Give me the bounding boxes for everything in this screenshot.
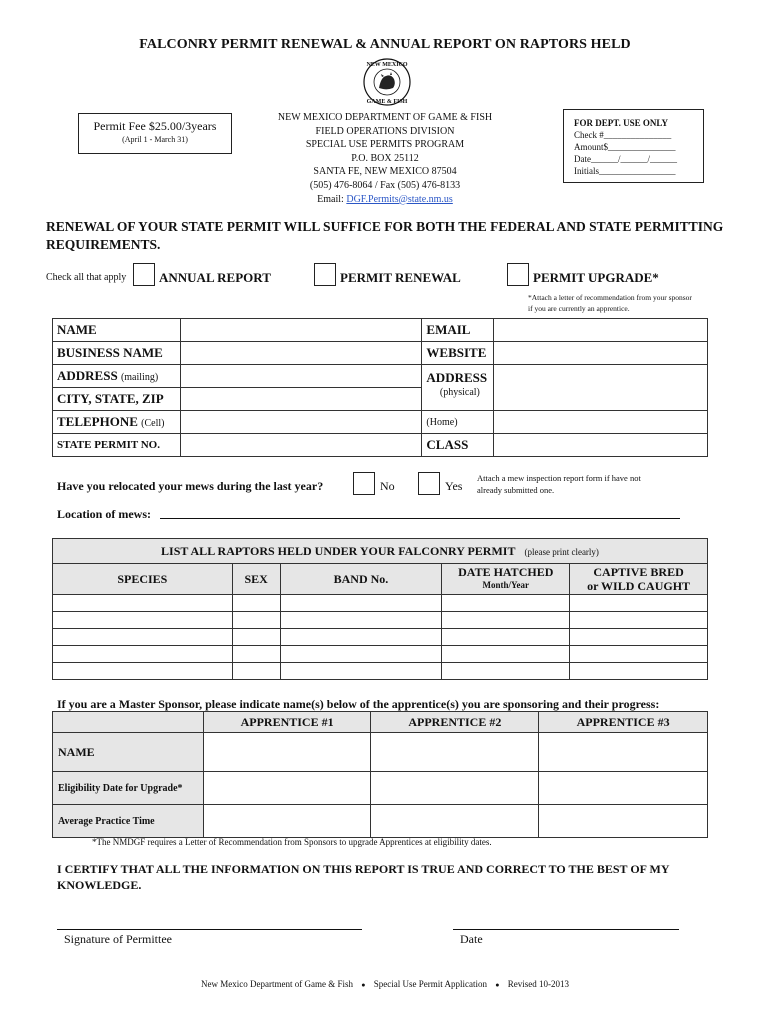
permit-fee-period: (April 1 - March 31) — [122, 135, 188, 144]
hatched-cell[interactable] — [442, 629, 570, 646]
hatched-cell[interactable] — [442, 612, 570, 629]
mews-location-label: Location of mews: — [57, 507, 151, 521]
species-header: SPECIES — [53, 564, 233, 595]
telephone-cell-input[interactable] — [180, 411, 422, 434]
mews-yes-label: Yes — [445, 479, 463, 493]
bullet-icon: ● — [361, 981, 366, 989]
svg-text:GAME & FISH: GAME & FISH — [366, 99, 408, 105]
annual-report-label: ANNUAL REPORT — [159, 270, 271, 285]
check-all-label: Check all that apply — [46, 272, 127, 283]
physical-address-label — [422, 365, 494, 411]
home-phone-label: (Home) — [422, 411, 494, 434]
species-cell[interactable] — [53, 629, 233, 646]
dept-line: NEW MEXICO DEPARTMENT OF GAME & FISH — [277, 112, 493, 123]
cell-label: (Cell) — [141, 418, 165, 429]
name-input[interactable] — [180, 319, 422, 342]
business-name-input[interactable] — [180, 342, 422, 365]
apprentice-1-practice[interactable] — [203, 805, 371, 838]
band-cell[interactable] — [280, 595, 442, 612]
apprentice-2-name[interactable] — [371, 733, 539, 772]
svg-text:NEW MEXICO: NEW MEXICO — [366, 62, 408, 68]
address-label: ADDRESS — [57, 368, 118, 383]
band-cell[interactable] — [280, 612, 442, 629]
sex-cell[interactable] — [232, 663, 280, 680]
dept-use-box — [563, 109, 704, 183]
captive-cell[interactable] — [570, 646, 708, 663]
raptors-title-note: (please print clearly) — [524, 546, 599, 557]
signature-label: Signature of Permittee — [64, 932, 172, 946]
apprentice-2-header: APPRENTICE #2 — [371, 712, 539, 733]
mews-no-checkbox[interactable] — [353, 472, 375, 495]
permit-renewal-checkbox[interactable] — [314, 263, 336, 286]
table-row — [53, 612, 708, 629]
telephone-label-cell — [53, 411, 181, 434]
raptors-table — [52, 538, 708, 680]
band-cell[interactable] — [280, 663, 442, 680]
check-number-field: Check #_______________ — [574, 130, 672, 140]
hatched-cell[interactable] — [442, 646, 570, 663]
mailing-label: (mailing) — [120, 372, 159, 383]
captive-cell[interactable] — [570, 629, 708, 646]
dept-email-line — [250, 193, 520, 207]
date-input[interactable] — [453, 929, 679, 930]
species-cell[interactable] — [53, 595, 233, 612]
raptors-title-cell — [53, 539, 708, 564]
permit-upgrade-label: PERMIT UPGRADE* — [533, 270, 659, 285]
mailing-address-input[interactable] — [180, 365, 422, 388]
captive-cell[interactable] — [570, 612, 708, 629]
physical-label: (physical) — [439, 387, 480, 398]
bullet-icon: ● — [495, 981, 500, 989]
permit-renewal-label: PERMIT RENEWAL — [340, 270, 461, 285]
website-label: WEBSITE — [422, 342, 494, 365]
table-row — [53, 805, 708, 838]
signature-input[interactable] — [57, 929, 362, 930]
dept-line: FIELD OPERATIONS DIVISION — [315, 125, 455, 137]
captive-cell[interactable] — [570, 663, 708, 680]
class-input[interactable] — [494, 434, 708, 457]
table-row — [53, 733, 708, 772]
footer-agency: New Mexico Department of Game & Fish — [201, 979, 353, 989]
sex-cell[interactable] — [232, 646, 280, 663]
band-cell[interactable] — [280, 646, 442, 663]
dept-line: (505) 476-8064 / Fax (505) 476-8133 — [309, 179, 461, 191]
footer — [0, 979, 770, 989]
apprentice-2-eligibility[interactable] — [371, 772, 539, 805]
month-year-label: Month/Year — [482, 580, 529, 590]
website-input[interactable] — [494, 342, 708, 365]
mews-location-input[interactable] — [160, 518, 680, 519]
sex-cell[interactable] — [232, 595, 280, 612]
physical-address-input[interactable] — [494, 365, 708, 411]
city-state-zip-label: CITY, STATE, ZIP — [53, 388, 181, 411]
mews-question: Have you relocated your mews during the last year? — [57, 479, 324, 493]
mews-yes-checkbox[interactable] — [418, 472, 440, 495]
date-field: Date______/______/______ — [574, 154, 677, 164]
species-cell[interactable] — [53, 663, 233, 680]
business-name-label: BUSINESS NAME — [53, 342, 181, 365]
certification-statement: I CERTIFY THAT ALL THE INFORMATION ON THIS REPORT IS TRUE AND CORRECT TO THE BEST OF MY KNOWLEDGE. — [57, 862, 670, 892]
class-label: CLASS — [422, 434, 494, 457]
band-header: BAND No. — [280, 564, 442, 595]
email-input[interactable] — [494, 319, 708, 342]
apprentice-3-header: APPRENTICE #3 — [539, 712, 708, 733]
apprentice-3-practice[interactable] — [539, 805, 708, 838]
state-permit-label: STATE PERMIT NO. — [53, 434, 181, 457]
table-row — [53, 434, 708, 457]
telephone-label: TELEPHONE — [57, 414, 138, 429]
home-phone-input[interactable] — [494, 411, 708, 434]
apprentice-2-practice[interactable] — [371, 805, 539, 838]
apprentice-table — [52, 711, 708, 838]
upgrade-note: *Attach a letter of recommendation from your sponsor if you are currently an apprentice. — [528, 293, 692, 313]
table-row — [53, 646, 708, 663]
mailing-address-label — [53, 365, 181, 388]
apprentice-1-eligibility[interactable] — [203, 772, 371, 805]
table-row — [53, 712, 708, 733]
address-physical-label: ADDRESS — [426, 370, 488, 385]
dept-line: P.O. BOX 25112 — [351, 152, 419, 164]
captive-bred-label: CAPTIVE BRED — [593, 565, 684, 579]
department-address — [250, 111, 520, 206]
email-link[interactable]: DGF.Permits@state.nm.us — [346, 193, 453, 205]
hatched-cell[interactable] — [442, 595, 570, 612]
apprentice-1-name[interactable] — [203, 733, 371, 772]
annual-report-checkbox[interactable] — [133, 263, 155, 286]
email-label: Email: — [317, 193, 347, 205]
renewal-notice: RENEWAL OF YOUR STATE PERMIT WILL SUFFICE FOR BOTH THE FEDERAL AND STATE PERMITTING REQUIREMENTS. — [46, 219, 724, 252]
table-row — [53, 564, 708, 595]
initials-field: Initials_________________ — [574, 166, 676, 176]
permit-fee-box — [78, 113, 232, 154]
date-hatched-header — [442, 564, 570, 595]
average-practice-label: Average Practice Time — [53, 805, 204, 838]
apprentice-3-name[interactable] — [539, 733, 708, 772]
sponsor-intro: If you are a Master Sponsor, please indicate name(s) below of the apprentice(s) you are sponsoring and their progress: — [57, 697, 660, 711]
mews-no-label: No — [380, 479, 395, 493]
sponsor-note: *The NMDGF requires a Letter of Recommendation from Sponsors to upgrade Apprentices at eligibility dates. — [92, 837, 492, 847]
table-row — [53, 772, 708, 805]
raptors-title: LIST ALL RAPTORS HELD UNDER YOUR FALCONRY PERMIT — [161, 543, 516, 558]
applicant-info-table — [52, 318, 708, 457]
table-row — [53, 319, 708, 342]
name-label: NAME — [53, 319, 181, 342]
species-cell[interactable] — [53, 612, 233, 629]
page-title: FALCONRY PERMIT RENEWAL & ANNUAL REPORT ON RAPTORS HELD — [139, 37, 631, 52]
state-permit-input[interactable] — [180, 434, 422, 457]
captive-header — [570, 564, 708, 595]
table-row — [53, 365, 708, 388]
dept-line: SANTA FE, NEW MEXICO 87504 — [313, 166, 457, 178]
date-label: Date — [460, 932, 483, 946]
hatched-cell[interactable] — [442, 663, 570, 680]
table-row — [53, 539, 708, 564]
seal-icon — [355, 57, 419, 107]
wild-caught-label: or WILD CAUGHT — [587, 579, 691, 593]
permit-fee: Permit Fee $25.00/3years — [93, 119, 217, 133]
sex-header: SEX — [232, 564, 280, 595]
footer-form: Special Use Permit Application — [373, 979, 487, 989]
email-label: EMAIL — [422, 319, 494, 342]
table-row — [53, 663, 708, 680]
amount-field: Amount$_______________ — [574, 142, 676, 152]
table-row — [53, 595, 708, 612]
dept-line: SPECIAL USE PERMITS PROGRAM — [305, 139, 465, 151]
apprentice-name-label: NAME — [53, 733, 204, 772]
table-row — [53, 629, 708, 646]
table-row — [53, 411, 708, 434]
date-hatched-label: DATE HATCHED — [458, 565, 554, 579]
captive-cell[interactable] — [570, 595, 708, 612]
city-state-zip-input[interactable] — [180, 388, 422, 411]
apprentice-1-header: APPRENTICE #1 — [203, 712, 371, 733]
eligibility-date-label: Eligibility Date for Upgrade* — [53, 772, 204, 805]
mews-attach-note: Attach a mew inspection report form if have not already submitted one. — [477, 473, 641, 495]
footer-revision: Revised 10-2013 — [507, 979, 569, 989]
sex-cell[interactable] — [232, 629, 280, 646]
permit-upgrade-checkbox[interactable] — [507, 263, 529, 286]
apprentice-3-eligibility[interactable] — [539, 772, 708, 805]
band-cell[interactable] — [280, 629, 442, 646]
table-row — [53, 342, 708, 365]
sex-cell[interactable] — [232, 612, 280, 629]
apprentice-corner — [53, 712, 204, 733]
species-cell[interactable] — [53, 646, 233, 663]
dept-use-title: FOR DEPT. USE ONLY — [574, 118, 669, 128]
